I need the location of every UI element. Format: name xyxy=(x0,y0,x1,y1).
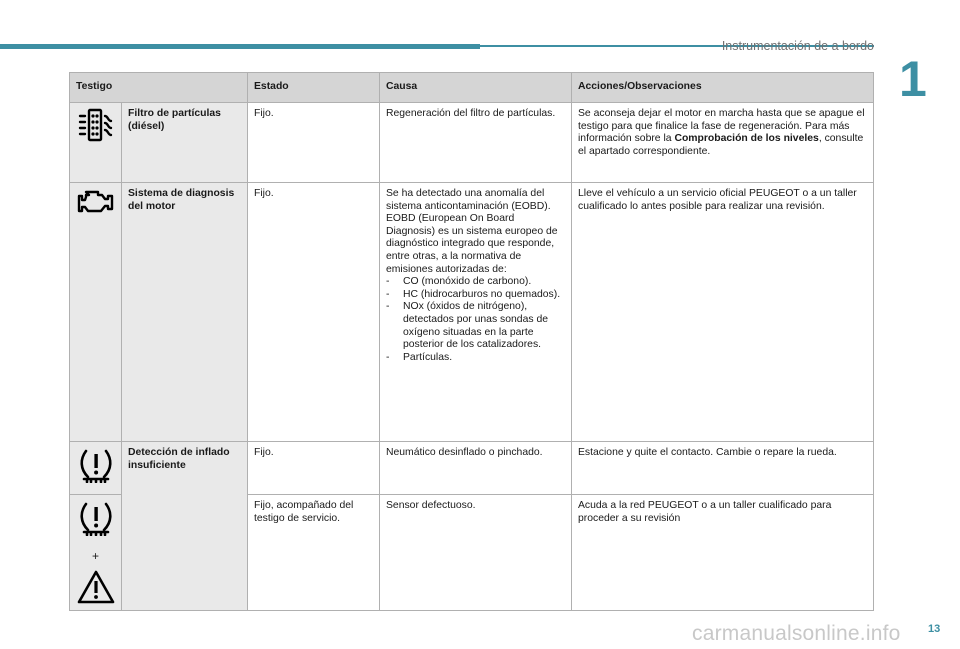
estado-cell: Fijo. xyxy=(248,183,380,442)
warning-triangle-icon xyxy=(76,569,115,605)
particle-filter-icon xyxy=(76,108,115,142)
icon-cell xyxy=(70,183,122,442)
chapter-number: 1 xyxy=(899,51,927,107)
causa-cell: Sensor defectuoso. xyxy=(380,495,572,611)
plus-sign: + xyxy=(91,549,99,563)
table-row xyxy=(70,183,874,442)
warning-name: Detección de inflado insuficiente xyxy=(122,442,248,611)
table-header-row xyxy=(70,73,874,103)
acciones-cell xyxy=(572,103,874,183)
tyre-pressure-icon xyxy=(76,447,115,483)
icon-cell xyxy=(70,442,122,495)
watermark: carmanualsonline.info xyxy=(692,622,901,645)
causa-cell: Regeneración del filtro de partículas. xyxy=(380,103,572,183)
table-row xyxy=(70,442,874,495)
acciones-text-end: , consulte el apartado correspondiente. xyxy=(578,133,864,157)
list-item: - NOx (óxidos de nitrógeno), detectados por unas sondas de oxígeno situadas en la parte posterior de los catalizadores. xyxy=(386,301,565,351)
causa-cell: Neumático desinflado o pinchado. xyxy=(380,442,572,495)
estado-cell: Fijo. xyxy=(248,103,380,183)
estado-cell: Fijo. xyxy=(248,442,380,495)
list-item: - Partículas. xyxy=(386,352,565,365)
section-title: Instrumentación de a bordo xyxy=(721,39,874,53)
causa-cell xyxy=(380,183,572,442)
warning-name: Sistema de diagnosis del motor xyxy=(122,183,248,442)
column-header-acciones: Acciones/Observaciones xyxy=(572,73,874,103)
acciones-cell: Acuda a la red PEUGEOT o a un taller cualificado para proceder a su revisión xyxy=(572,495,874,611)
tyre-pressure-icon xyxy=(76,500,115,536)
header-bar xyxy=(0,44,480,49)
causa-intro: Se ha detectado una anomalía del sistema anticontaminación (EOBD). EOBD (European On Board Diagnosis) es un sistema europeo de diagnóstico integrado que responde, entre otras, a la normativa de emisiones autorizadas de: xyxy=(386,188,558,275)
table-row xyxy=(70,103,874,183)
warning-lights-table xyxy=(69,72,874,611)
engine-diagnosis-icon xyxy=(76,188,115,216)
icon-cell xyxy=(70,495,122,611)
list-item: - HC (hidrocarburos no quemados). xyxy=(386,289,565,302)
estado-cell: Fijo, acompañado del testigo de servicio. xyxy=(248,495,380,611)
column-header-causa: Causa xyxy=(380,73,572,103)
column-header-estado: Estado xyxy=(248,73,380,103)
icon-cell xyxy=(70,103,122,183)
warning-name: Filtro de partículas (diésel) xyxy=(122,103,248,183)
list-item: - CO (monóxido de carbono). xyxy=(386,276,565,289)
acciones-text: Se aconseja dejar el motor en marcha hasta que se apague el testigo para que finalice la fase de regeneración. Para más información sobre la xyxy=(578,108,865,145)
acciones-cell: Lleve el vehículo a un servicio oficial PEUGEOT o a un taller cualificado lo antes posible para realizar una revisión. xyxy=(572,183,874,442)
column-header-testigo: Testigo xyxy=(70,73,248,103)
emissions-list xyxy=(386,276,565,364)
acciones-cell: Estacione y quite el contacto. Cambie o repare la rueda. xyxy=(572,442,874,495)
acciones-bold-link-text: Comprobación de los niveles xyxy=(674,133,819,145)
page-number: 13 xyxy=(928,623,941,635)
